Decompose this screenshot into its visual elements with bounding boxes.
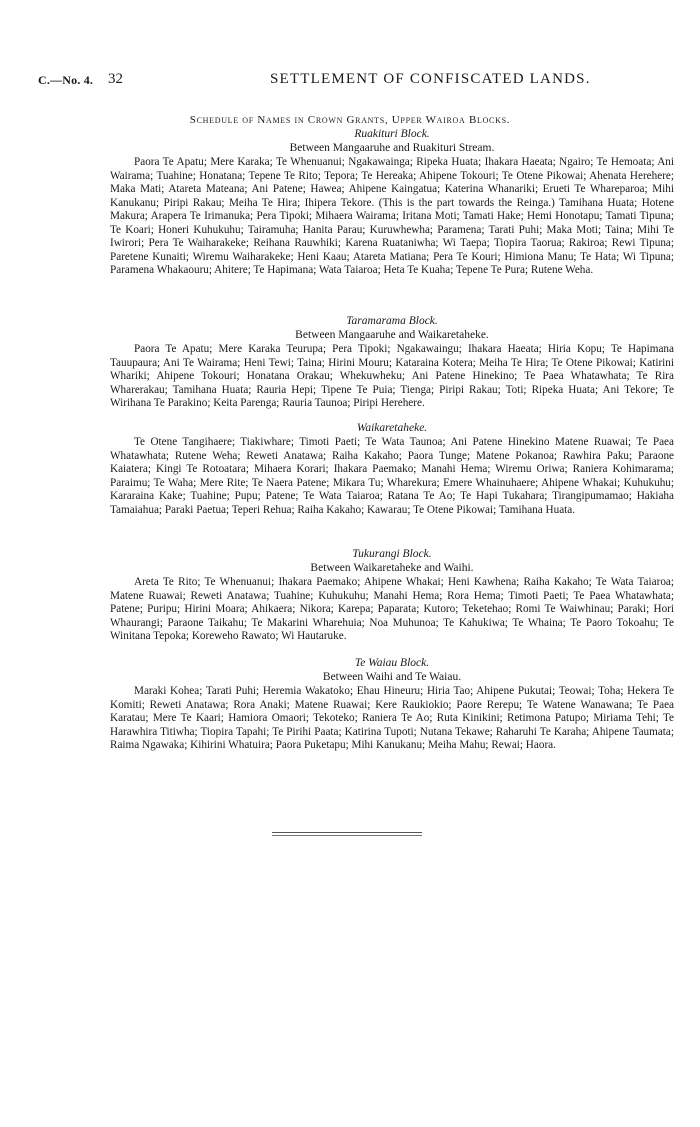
section-ruakituri-block <box>110 127 674 278</box>
grantee-names: Te Otene Tangihaere; Tiakiwhare; Timoti Paeti; Te Wata Taunoa; Ani Patene Hinekino Matene Ruawai; Te Paea Whatawhata; Rutene Weha; Reweti Anatawa; Raiha Kakaho; Paora Tunge; Matene Pokanoa; Rawhira Paku; Paraone Kaiatera; Kingi Te Rotoatara; Mihaera Korari; Ihakara Paemako; Manahi Hema; Wiremu Oriwa; Raniera Kohimarama; Paraimu; Te Waha; Mere Rite; Te Naera Patene; Mikara Tu; Wharekura; Emere Whainuhaere; Ahipene Whakai; Kuhukuhu; Kararaina Kake; Tuahine; Pupu; Patene; Te Wata Taiaroa; Ratana Te Ao; Te Hapi Tukahara; Tirangipumamao; Hakiaha Tamaiahua; Paraki Paetua; Teperi Rehua; Raiha Kakaho; Kawarau; Te Otene Pikowai; Tamihana Huata. <box>110 436 674 516</box>
block-title: Te Waiau Block. <box>354 657 430 669</box>
page-number: 32 <box>108 71 123 87</box>
rule-line <box>272 832 422 833</box>
block-boundary: Between Waikaretaheke and Waihi. <box>310 562 474 574</box>
block-title: Tukurangi Block. <box>352 548 432 560</box>
grantee-names: Paora Te Apatu; Mere Karaka Teurupa; Pera Tipoki; Ngakawaingu; Ihakara Haeata; Hiria Kopu; Te Hapimana Tauupaura; Ani Te Wairama; Heni Tewi; Taina; Hirini Mouru; Kataraina Kotera; Meiha Te Hira; Te Otene Pikowai; Katirini Whariki; Ahipene Tokouri; Honatana Orakau; Whekuwheku; Ani Patene Hinekino; Te Paea Whatawhata; Te Rira Wharerakau; Tamihana Huata; Rauria Hepi; Tipene Te Puia; Tienga; Piripi Rakau; Toti; Ripeka Huata; Ani Tekore; Te Wirihana Te Parakino; Keita Parenga; Rauria Taunoa; Piripi Herehere. <box>110 343 674 410</box>
grantee-names: Paora Te Apatu; Mere Karaka; Te Whenuanui; Ngakawainga; Ripeka Huata; Ihakara Haeata; Ngairo; Te Hemoata; Ani Wairama; Tuahine; Honatana; Tepene Te Rito; Tepora; Te Hereaka; Ahipene Tokouri; Te Otene Pikowai; Ahenata Herehere; Maka Mati; Atareta Mateana; Ani Patene; Hawea; Ahipene Kaingatua; Katerina Whanariki; Erueti Te Whareparoa; Mihi Kanukanu; Piripi Rakau; Meiha Te Hira; Ihipera Tekore. (This is the part towards the Reinga.) Tamihana Huata; Hotene Makura; Arapera Te Irimanuka; Pera Tipoki; Mihaera Wairama; Iritana Moti; Tamati Hake; Hemi Honotapu; Tamati Tipuna; Te Koari; Honeri Kuhukuhu; Tairamuha; Hanita Parau; Kuruwhewha; Paramena; Tarati Puhi; Maka Moti; Taina; Mihi Te Iwirori; Pera Te Waiharakeke; Reihana Rauwhiki; Karena Ruataniwha; Wi Taepa; Tiopira Taorua; Rakiroa; Rewi Tipuna; Paretene Kunaiti; Wiremu Waiharakeke; Heni Kaau; Atareta Matiana; Pera Te Kouri; Himiona Manu; Te Hata; Wi Tipuna; Paramena Whakaouru; Ahitere; Te Hapimana; Wata Taiaroa; Heta Te Kuaha; Tepene Te Pura; Rutene Weha. <box>110 156 674 277</box>
block-boundary: Between Mangaaruhe and Ruakituri Stream. <box>289 142 495 154</box>
section-waikaretaheke <box>110 421 674 517</box>
schedule-title-text: Schedule of Names in Crown Grants, Upper Wairoa Blocks. <box>189 114 511 126</box>
rule-line <box>272 835 422 836</box>
section-te-waiau-block <box>110 656 674 753</box>
block-title: Waikaretaheke. <box>356 422 428 434</box>
page-header <box>38 71 668 91</box>
section-tukurangi-block <box>110 547 674 644</box>
grantee-names: Areta Te Rito; Te Whenuanui; Ihakara Paemako; Ahipene Whakai; Heni Kawhena; Raiha Kakaho; Te Wata Taiaroa; Matene Ruawai; Reweti Anatawa; Tuahine; Kuhukuhu; Manahi Hema; Rora Hema; Timoti Paeti; Te Paea Whatawhata; Patene; Puripu; Hirini Moara; Ahikaera; Nikora; Karepa; Paparata; Kutoro; Teketehao; Romi Te Waiwhinau; Paraki; Hori Whaurangi; Paraone Taikahu; Te Makarini Wharehuia; Noa Muhunoa; Te Kahukiwa; Te Whaina; Te Paoro Tokoahu; Te Winitana Tepoka; Koreweho Rawato; Wi Hautaruke. <box>110 576 674 643</box>
document-reference: C.—No. 4. <box>38 73 94 87</box>
page-title: SETTLEMENT OF CONFISCATED LANDS. <box>270 71 591 87</box>
section-taramarama-block <box>110 314 674 411</box>
schedule-title <box>0 114 700 126</box>
block-title: Ruakituri Block. <box>354 128 430 140</box>
grantee-names: Maraki Kohea; Tarati Puhi; Heremia Wakatoko; Ehau Hineuru; Hiria Tao; Ahipene Pukutai; Teowai; Toha; Hekera Te Komiti; Reweti Anatawa; Rora Anaki; Matene Ruawai; Kere Raukiokio; Paore Rerepu; Te Watene Wanawana; Te Paea Karatau; Mere Te Kaari; Hamiora Omaori; Tekoteko; Raniera Te Ao; Ruta Kinikini; Retimona Patupo; Miriama Tehi; Te Harawhira Titiwha; Tiopira Tapahi; Te Pirihi Paata; Katirina Tupoti; Nutana Tekawe; Raharuhi Te Karaha; Ahipene Taumata; Raima Ngawaka; Kihirini Whatuira; Paora Puketapu; Mihi Kanukanu; Meiha Mahu; Rewai; Haora. <box>110 685 674 752</box>
block-boundary: Between Mangaaruhe and Waikaretaheke. <box>295 329 489 341</box>
closing-rule <box>272 832 422 838</box>
block-boundary: Between Waihi and Te Waiau. <box>322 671 462 683</box>
block-title: Taramarama Block. <box>346 315 438 327</box>
